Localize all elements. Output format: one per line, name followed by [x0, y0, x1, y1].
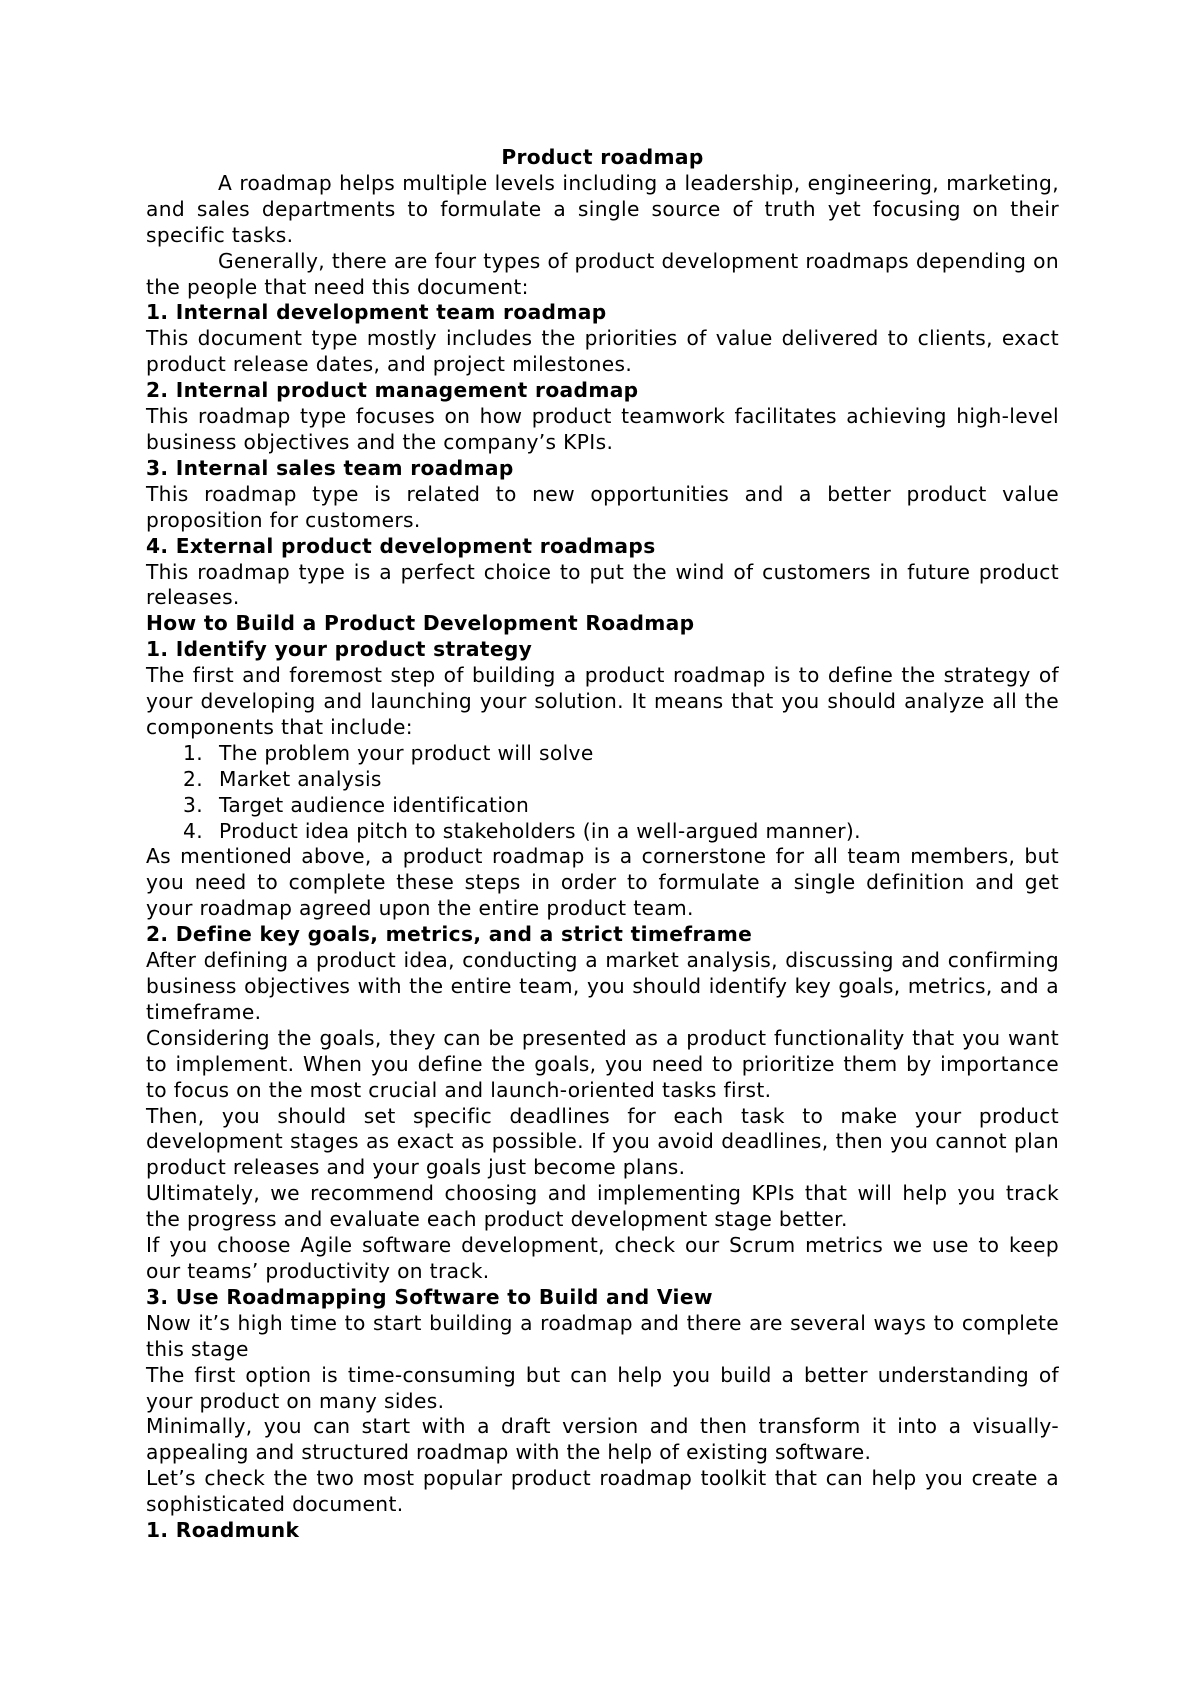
type-heading-1: 1. Internal development team roadmap — [146, 300, 607, 325]
step2-paragraph-1: After defining a product idea, conducting a market analysis, discussing and confirming business objectives with the entire team, you should identify key goals, metrics, and a timeframe. — [146, 948, 1059, 1024]
step-heading-2: 2. Define key goals, metrics, and a strict timeframe — [146, 922, 753, 947]
step2-paragraph-4: Ultimately, we recommend choosing and implementing KPIs that will help you track the progress and evaluate each product development stage better. — [146, 1181, 1059, 1232]
step-heading-1: 1. Identify your product strategy — [146, 637, 533, 662]
list-item — [183, 818, 1059, 845]
list-item-number: 1. — [183, 740, 203, 765]
step-heading-3: 3. Use Roadmapping Software to Build and View — [146, 1284, 713, 1309]
list-item — [183, 766, 1059, 793]
step2-paragraph-2: Considering the goals, they can be presented as a product functionality that you want to implement. When you define the goals, you need to prioritize them by importance to focus on the most crucial and launch-oriented tasks first. — [146, 1025, 1059, 1102]
document-page — [146, 145, 1059, 1544]
list-item-text: Market analysis — [219, 766, 382, 791]
list-item — [183, 740, 1059, 767]
list-item — [183, 792, 1059, 819]
step3-paragraph-4: Let’s check the two most popular product roadmap toolkit that can help you create a sophisticated document. — [146, 1466, 1059, 1517]
type-heading-2: 2. Internal product management roadmap — [146, 378, 639, 403]
intro-paragraph-1: A roadmap helps multiple levels including a leadership, engineering, marketing, and sales departments to formulate a single source of truth yet focusing on their specific tasks. — [146, 170, 1059, 247]
step3-paragraph-3: Minimally, you can start with a draft version and then transform it into a visually-appealing and structured roadmap with the help of existing software. — [146, 1414, 1059, 1465]
step2-paragraph-3: Then, you should set specific deadlines for each task to make your product development stages as exact as possible. If you avoid deadlines, then you cannot plan product releases and your goals just become plans. — [146, 1103, 1059, 1180]
type-heading-3: 3. Internal sales team roadmap — [146, 455, 514, 480]
list-item-text: The problem your product will solve — [219, 740, 594, 765]
component-list — [146, 741, 1059, 845]
step1-body: The first and foremost step of building a product roadmap is to define the strategy of your developing and launching your solution. It means that you should analyze all the components that include: — [146, 663, 1059, 739]
type-body-2: This roadmap type focuses on how product teamwork facilitates achieving high-level business objectives and the company’s KPIs. — [146, 404, 1059, 454]
section-heading-build: How to Build a Product Development Roadmap — [146, 611, 695, 636]
step1-after-paragraph: As mentioned above, a product roadmap is a cornerstone for all team members, but you need to complete these steps in order to formulate a single definition and get your roadmap agreed upon the entire product team. — [146, 844, 1059, 921]
list-item-text: Target audience identification — [219, 792, 530, 817]
type-body-3: This roadmap type is related to new opportunities and a better product value proposition for customers. — [146, 481, 1059, 532]
type-body-4: This roadmap type is a perfect choice to put the wind of customers in future product releases. — [146, 559, 1059, 610]
tool-heading-1: 1. Roadmunk — [146, 1518, 300, 1543]
list-item-number: 2. — [183, 766, 203, 791]
step3-paragraph-1: Now it’s high time to start building a roadmap and there are several ways to complete this stage — [146, 1310, 1059, 1361]
list-item-number: 3. — [183, 792, 203, 817]
intro-paragraph-2: Generally, there are four types of product development roadmaps depending on the people that need this document: — [146, 248, 1059, 299]
step2-paragraph-5: If you choose Agile software development, check our Scrum metrics we use to keep our teams’ productivity on track. — [146, 1233, 1059, 1283]
document-title: Product roadmap — [501, 145, 704, 169]
list-item-number: 4. — [183, 818, 203, 843]
type-body-1: This document type mostly includes the priorities of value delivered to clients, exact product release dates, and project milestones. — [146, 326, 1059, 377]
type-heading-4: 4. External product development roadmaps — [146, 533, 656, 558]
list-item-text: Product idea pitch to stakeholders (in a well-argued manner). — [219, 818, 861, 843]
step3-paragraph-2: The first option is time-consuming but can help you build a better understanding of your product on many sides. — [146, 1362, 1059, 1413]
